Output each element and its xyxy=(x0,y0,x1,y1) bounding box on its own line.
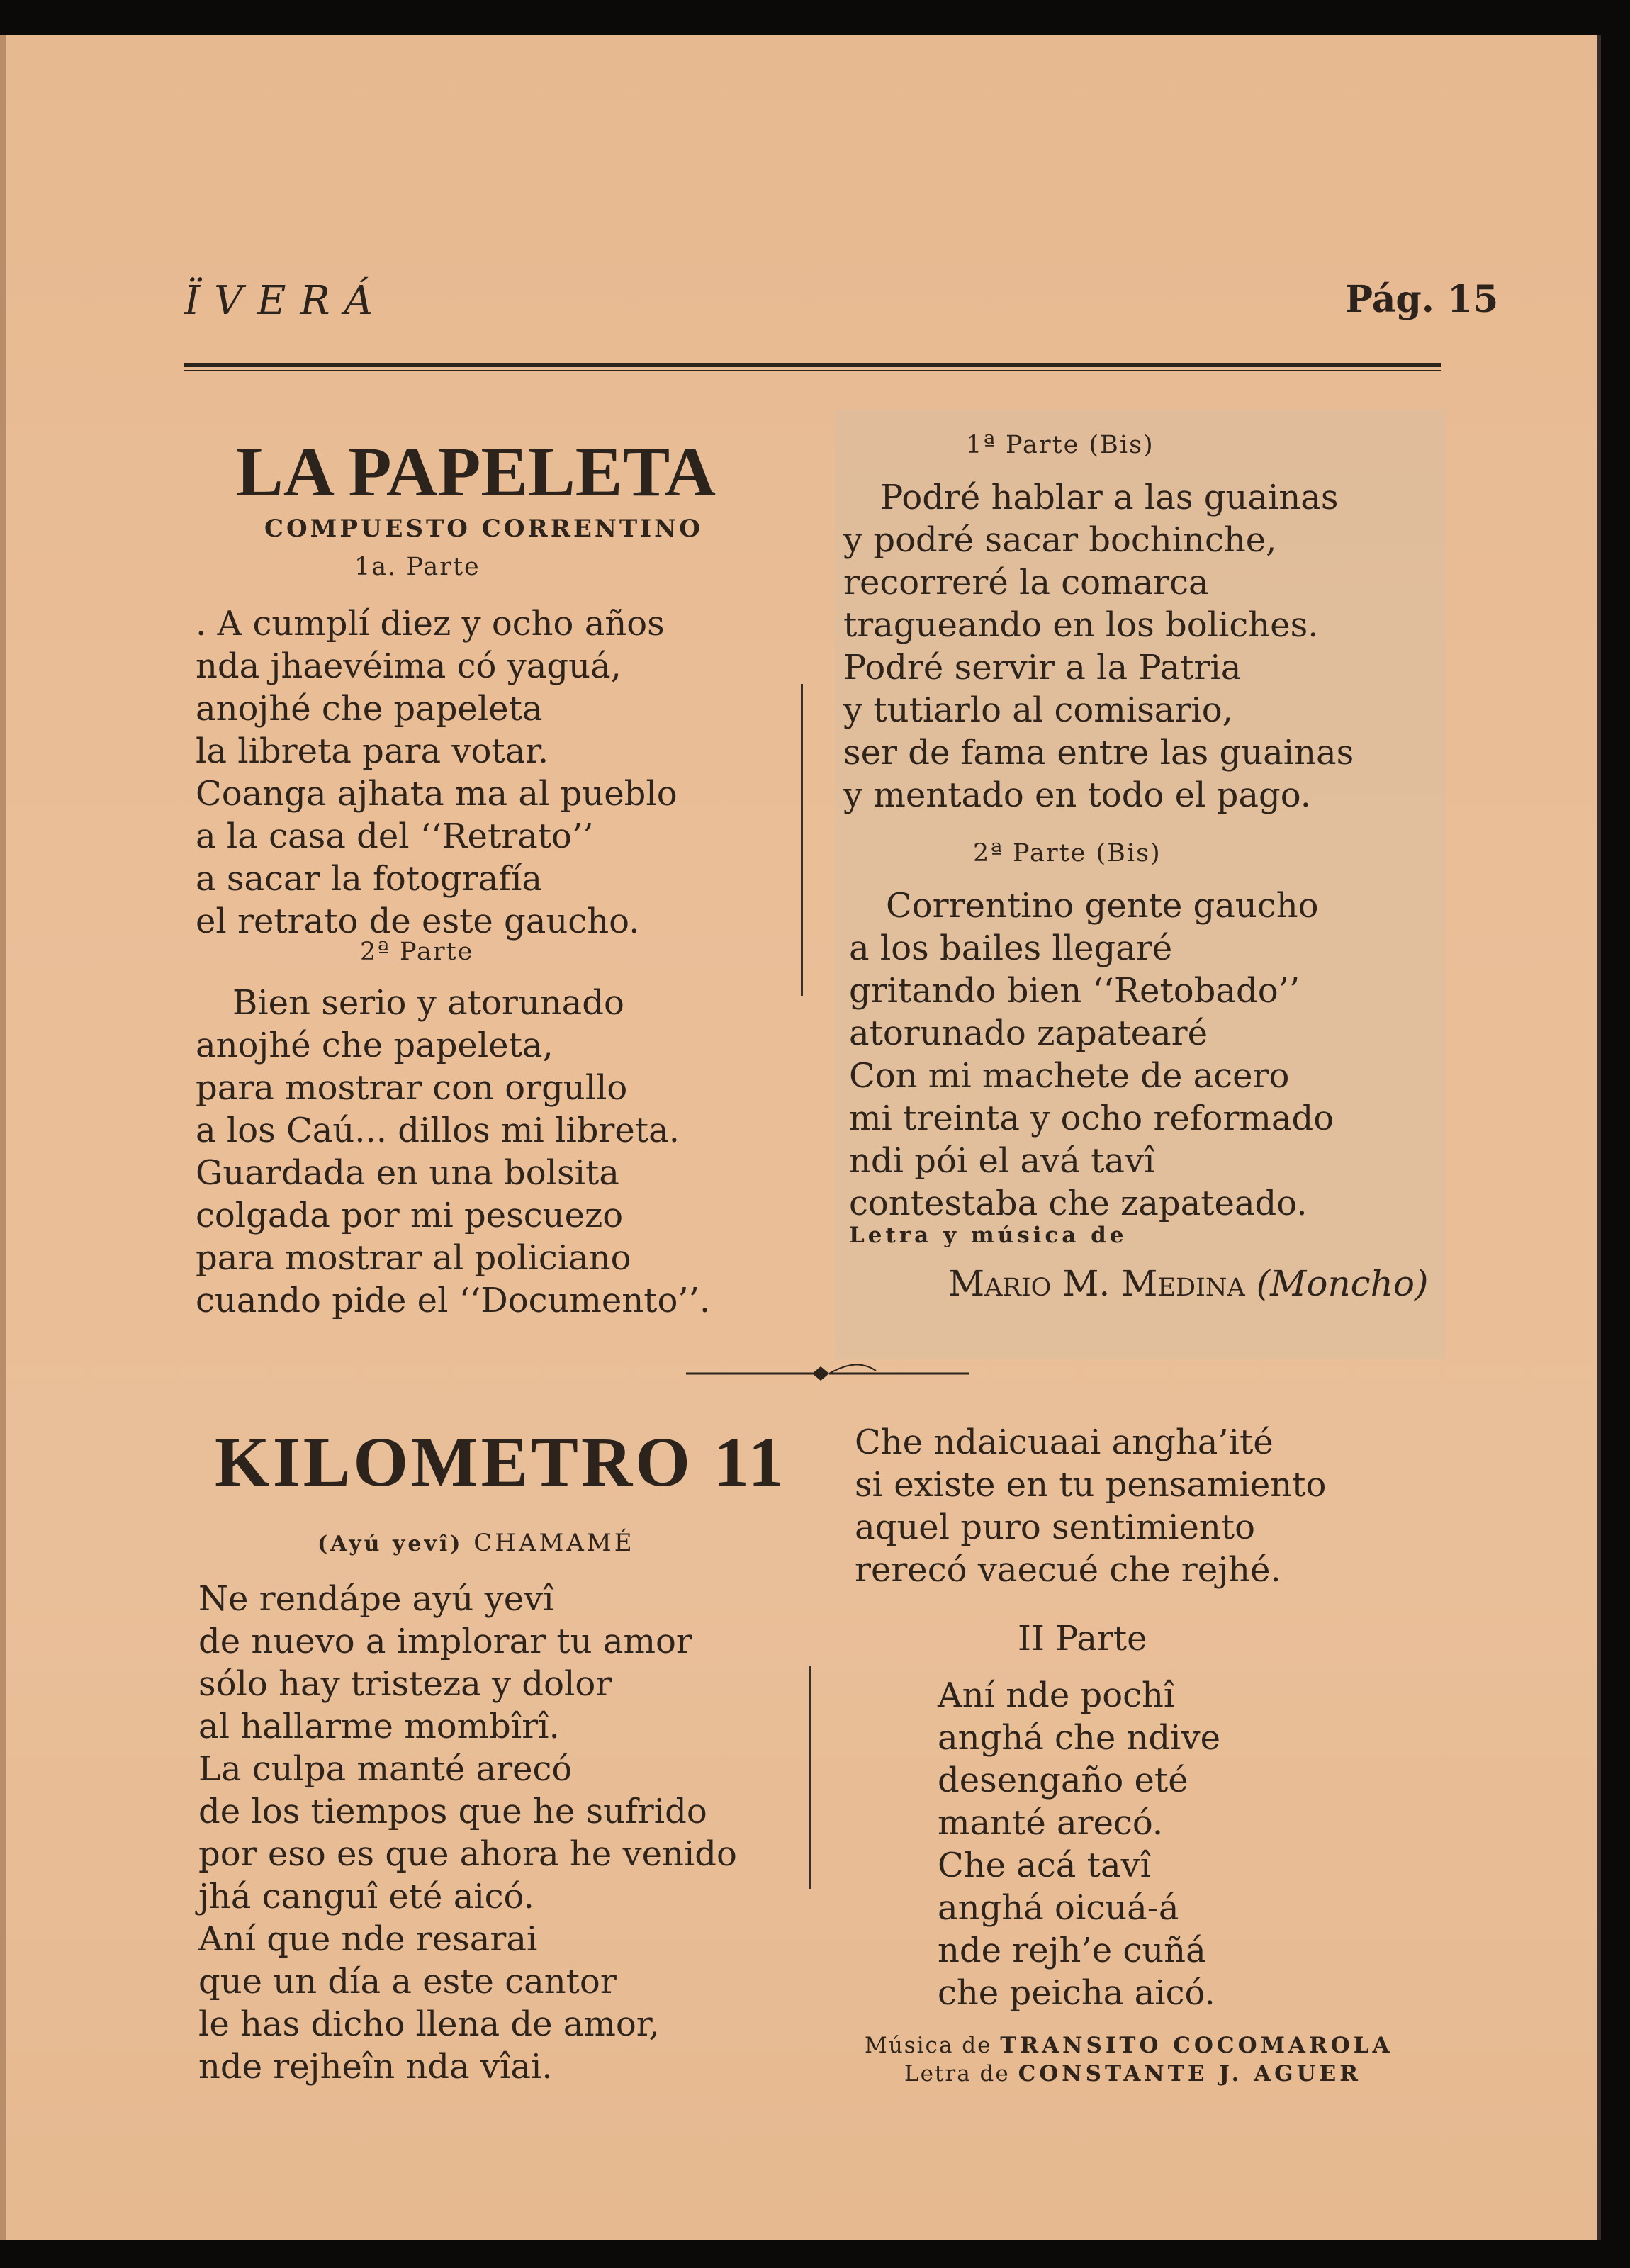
verse-line: Podré hablar a las guainas xyxy=(880,478,1339,517)
kilometro-part2-label: II Parte xyxy=(1018,1619,1147,1658)
kilometro-part1-verse xyxy=(198,1578,737,2088)
header-rule xyxy=(184,363,1441,371)
papeleta-part2-bis-verse xyxy=(849,885,1334,1225)
verse-line: Podré servir a la Patria xyxy=(843,648,1242,687)
papeleta-part2-label: 2ª Parte xyxy=(360,938,474,966)
ornament-divider xyxy=(686,1359,969,1388)
verse-line: jhá canguî eté aicó. xyxy=(198,1877,534,1916)
verse-line: . A cumplí diez y ocho años xyxy=(196,604,665,644)
lyrics-author: CONSTANTE J. AGUER xyxy=(1018,2061,1362,2087)
verse-line: Che ndaicuaai angha’ité xyxy=(855,1422,1274,1462)
verse-line: atorunado zapatearé xyxy=(849,1014,1208,1053)
verse-line: para mostrar al policiano xyxy=(196,1238,631,1278)
verse-line: Aní nde pochî xyxy=(938,1675,1175,1715)
verse-line: anojhé che papeleta xyxy=(196,689,543,729)
verse-line: ser de fama entre las guainas xyxy=(843,733,1354,773)
verse-line: colgada por mi pescuezo xyxy=(196,1196,624,1235)
kilometro-subtitle-paren: (Ayú yevî) xyxy=(317,1532,463,1556)
author-nickname: (Moncho) xyxy=(1256,1263,1429,1304)
verse-line: y mentado en todo el pago. xyxy=(843,775,1312,815)
verse-line: desengaño eté xyxy=(938,1761,1188,1800)
verse-line: de los tiempos que he sufrido xyxy=(198,1792,707,1831)
verse-line: Ne rendápe ayú yevî xyxy=(198,1579,554,1619)
verse-line: aquel puro sentimiento xyxy=(855,1508,1255,1547)
verse-line: nde rejheîn nda vîai. xyxy=(198,2047,553,2087)
verse-line: la libreta para votar. xyxy=(196,731,549,771)
verse-line: a los Caú... dillos mi libreta. xyxy=(196,1111,680,1150)
verse-line: de nuevo a implorar tu amor xyxy=(198,1622,692,1661)
verse-line: nda jhaevéima có yaguá, xyxy=(196,646,622,686)
verse-line: manté arecó. xyxy=(938,1803,1164,1843)
verse-line: Correntino gente gaucho xyxy=(886,886,1319,926)
running-title: ÏVERÁ xyxy=(184,278,388,324)
verse-line: al hallarme mombîrî. xyxy=(198,1707,560,1746)
verse-line: por eso es que ahora he venido xyxy=(198,1834,737,1874)
verse-line: que un día a este cantor xyxy=(198,1962,617,2002)
author-name: Mario M. Medina xyxy=(948,1263,1245,1304)
kilometro-music-credit xyxy=(865,2033,1393,2058)
kilometro-title: KILOMETRO 11 xyxy=(215,1422,787,1501)
verse-line: Bien serio y atorunado xyxy=(232,983,624,1023)
papeleta-part2-verse xyxy=(196,982,710,1322)
verse-line: tragueando en los boliches. xyxy=(843,605,1319,645)
kilometro-part1-cont-verse xyxy=(855,1421,1326,1591)
verse-line: La culpa manté arecó xyxy=(198,1749,573,1789)
verse-line: gritando bien ‘‘Retobado’’ xyxy=(849,971,1300,1011)
kilometro-subtitle-genre: CHAMAMÉ xyxy=(473,1529,635,1557)
papeleta-author xyxy=(948,1263,1429,1304)
verse-line: contestaba che zapateado. xyxy=(849,1184,1308,1223)
verse-line: Con mi machete de acero xyxy=(849,1056,1290,1096)
verse-line: rerecó vaecué che rejhé. xyxy=(855,1550,1281,1590)
page-number: Pág. 15 xyxy=(1345,278,1499,321)
papeleta-title: LA PAPELETA xyxy=(236,432,716,511)
music-author: TRANSITO COCOMAROLA xyxy=(1000,2033,1393,2058)
papeleta-part1-verse xyxy=(196,602,678,943)
verse-line: a sacar la fotografía xyxy=(196,859,542,899)
verse-line: anojhé che papeleta, xyxy=(196,1026,553,1065)
papeleta-part1-bis-verse xyxy=(843,476,1354,816)
kilometro-subtitle xyxy=(317,1529,635,1557)
papeleta-part1-bis-label: 1ª Parte (Bis) xyxy=(966,431,1154,459)
verse-line: Coanga ajhata ma al pueblo xyxy=(196,774,678,814)
papeleta-part1-label: 1a. Parte xyxy=(354,553,480,581)
verse-line: che peicha aicó. xyxy=(938,1973,1215,2013)
verse-line: nde rejh’e cuñá xyxy=(938,1931,1206,1970)
magazine-page xyxy=(0,35,1601,2240)
verse-line: anghá che ndive xyxy=(938,1718,1221,1758)
verse-line: ndi pói el avá tavî xyxy=(849,1141,1155,1181)
verse-line: recorreré la comarca xyxy=(843,563,1209,602)
verse-line: para mostrar con orgullo xyxy=(196,1068,628,1108)
verse-line: sólo hay tristeza y dolor xyxy=(198,1664,612,1704)
papeleta-subtitle: COMPUESTO CORRENTINO xyxy=(264,515,703,543)
music-label: Música de xyxy=(865,2033,992,2058)
verse-line: a los bailes llegaré xyxy=(849,928,1173,968)
papeleta-part2-bis-label: 2ª Parte (Bis) xyxy=(973,839,1162,868)
verse-line: mi treinta y ocho reformado xyxy=(849,1099,1334,1138)
verse-line: Guardada en una bolsita xyxy=(196,1153,619,1193)
papeleta-credit-label: Letra y música de xyxy=(849,1223,1128,1248)
kilometro-lyrics-credit xyxy=(904,2061,1361,2087)
verse-line: a la casa del ‘‘Retrato’’ xyxy=(196,816,594,856)
column-divider xyxy=(801,684,803,996)
verse-line: Aní que nde resarai xyxy=(198,1919,538,1959)
kilometro-part2-verse xyxy=(938,1674,1220,2014)
verse-line: y podré sacar bochinche, xyxy=(843,520,1277,560)
lyrics-label: Letra de xyxy=(904,2061,1010,2087)
verse-line: cuando pide el ‘‘Documento’’. xyxy=(196,1281,711,1320)
verse-line: le has dicho llena de amor, xyxy=(198,2004,660,2044)
column-divider xyxy=(809,1666,811,1889)
verse-line: Che acá tavî xyxy=(938,1846,1152,1885)
verse-line: anghá oicuá-á xyxy=(938,1888,1179,1928)
verse-line: si existe en tu pensamiento xyxy=(855,1465,1327,1505)
verse-line: el retrato de este gaucho. xyxy=(196,902,640,941)
verse-line: y tutiarlo al comisario, xyxy=(843,690,1233,730)
